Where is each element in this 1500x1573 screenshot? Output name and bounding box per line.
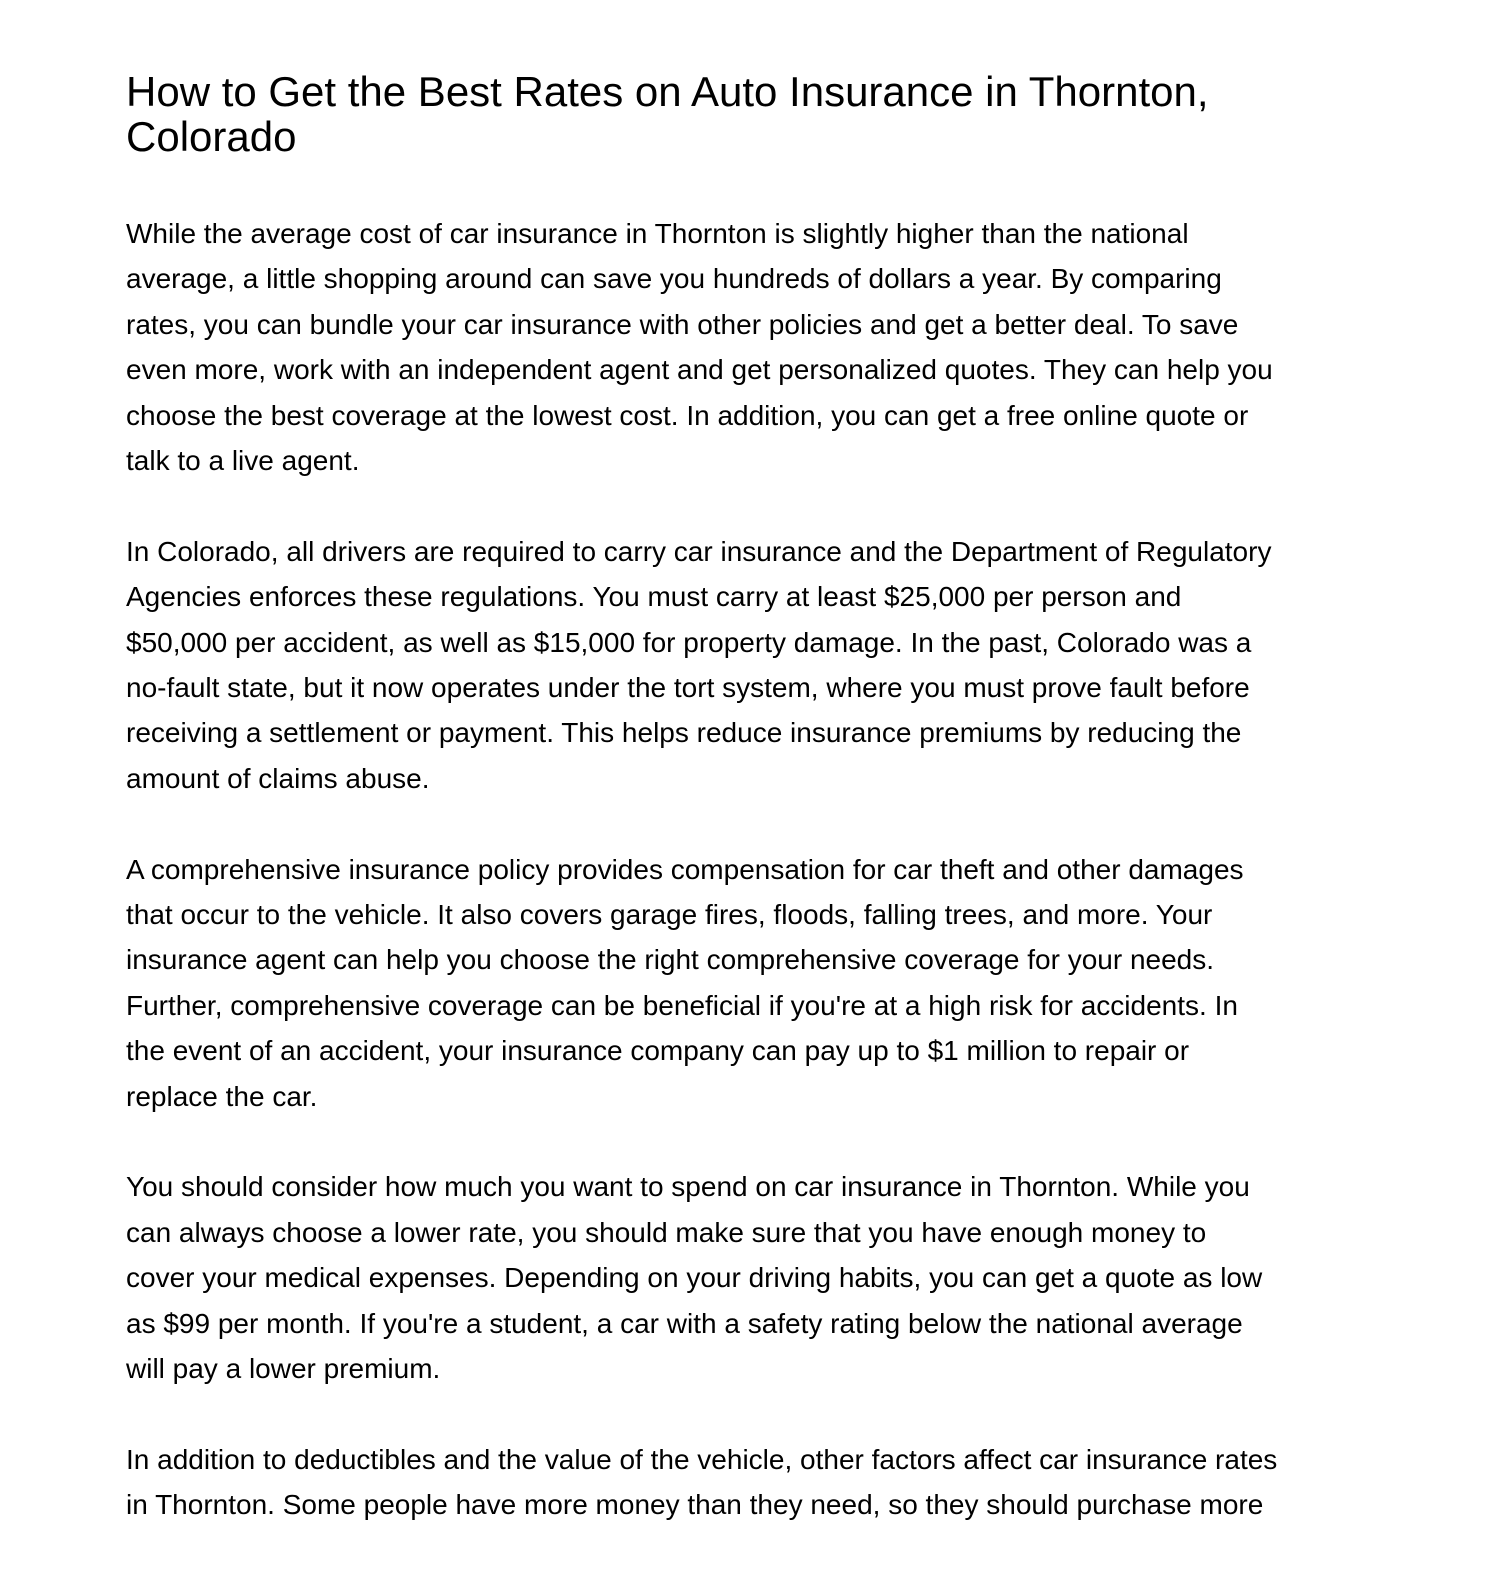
text-line: In addition to deductibles and the value of the vehicle, other factors affect car insurance rates xyxy=(126,1443,1278,1475)
paragraph-2 xyxy=(126,529,1277,801)
text-line: Further, comprehensive coverage can be beneficial if you're at a high risk for accidents. In xyxy=(126,989,1238,1021)
text-line: insurance agent can help you choose the right comprehensive coverage for your needs. xyxy=(126,944,1215,976)
text-line: In Colorado, all drivers are required to carry car insurance and the Department of Regulatory xyxy=(126,535,1272,567)
paragraph-1 xyxy=(126,211,1277,483)
text-line: can always choose a lower rate, you should make sure that you have enough money to xyxy=(126,1216,1207,1248)
text-line: A comprehensive insurance policy provides compensation for car theft and other damages xyxy=(126,853,1244,885)
text-line: that occur to the vehicle. It also covers garage fires, floods, falling trees, and more. Your xyxy=(126,899,1213,931)
text-line: replace the car. xyxy=(126,1080,318,1112)
text-line: talk to a live agent. xyxy=(126,445,360,477)
page-title xyxy=(126,69,1209,159)
text-line: amount of claims abuse. xyxy=(126,762,430,794)
text-line: cover your medical expenses. Depending on your driving habits, you can get a quote as low xyxy=(126,1262,1263,1294)
article-body xyxy=(126,211,1277,1573)
text-line: Agencies enforces these regulations. You must carry at least $25,000 per person and xyxy=(126,581,1182,613)
paragraph-5 xyxy=(126,1437,1277,1528)
text-line: in Thornton. Some people have more money than they need, so they should purchase more xyxy=(126,1489,1264,1521)
title-line: Colorado xyxy=(126,113,297,160)
text-line: receiving a settlement or payment. This helps reduce insurance premiums by reducing the xyxy=(126,717,1242,749)
text-line: even more, work with an independent agent and get personalized quotes. They can help you xyxy=(126,354,1273,386)
text-line: You should consider how much you want to spend on car insurance in Thornton. While you xyxy=(126,1171,1250,1203)
text-line: the event of an accident, your insurance company can pay up to $1 million to repair or xyxy=(126,1035,1190,1067)
text-line: choose the best coverage at the lowest cost. In addition, you can get a free online quote or xyxy=(126,399,1249,431)
text-line: will pay a lower premium. xyxy=(126,1353,441,1385)
paragraph-4 xyxy=(126,1164,1277,1391)
text-line: average, a little shopping around can save you hundreds of dollars a year. By comparing xyxy=(126,263,1222,295)
paragraph-3 xyxy=(126,847,1277,1119)
text-line: no-fault state, but it now operates under the tort system, where you must prove fault before xyxy=(126,672,1250,704)
title-line: How to Get the Best Rates on Auto Insurance in Thornton, xyxy=(126,68,1209,115)
text-line: rates, you can bundle your car insurance with other policies and get a better deal. To save xyxy=(126,308,1239,340)
text-line: as $99 per month. If you're a student, a car with a safety rating below the national average xyxy=(126,1307,1243,1339)
text-line: While the average cost of car insurance in Thornton is slightly higher than the national xyxy=(126,218,1189,249)
text-line: $50,000 per accident, as well as $15,000 for property damage. In the past, Colorado was a xyxy=(126,626,1252,658)
